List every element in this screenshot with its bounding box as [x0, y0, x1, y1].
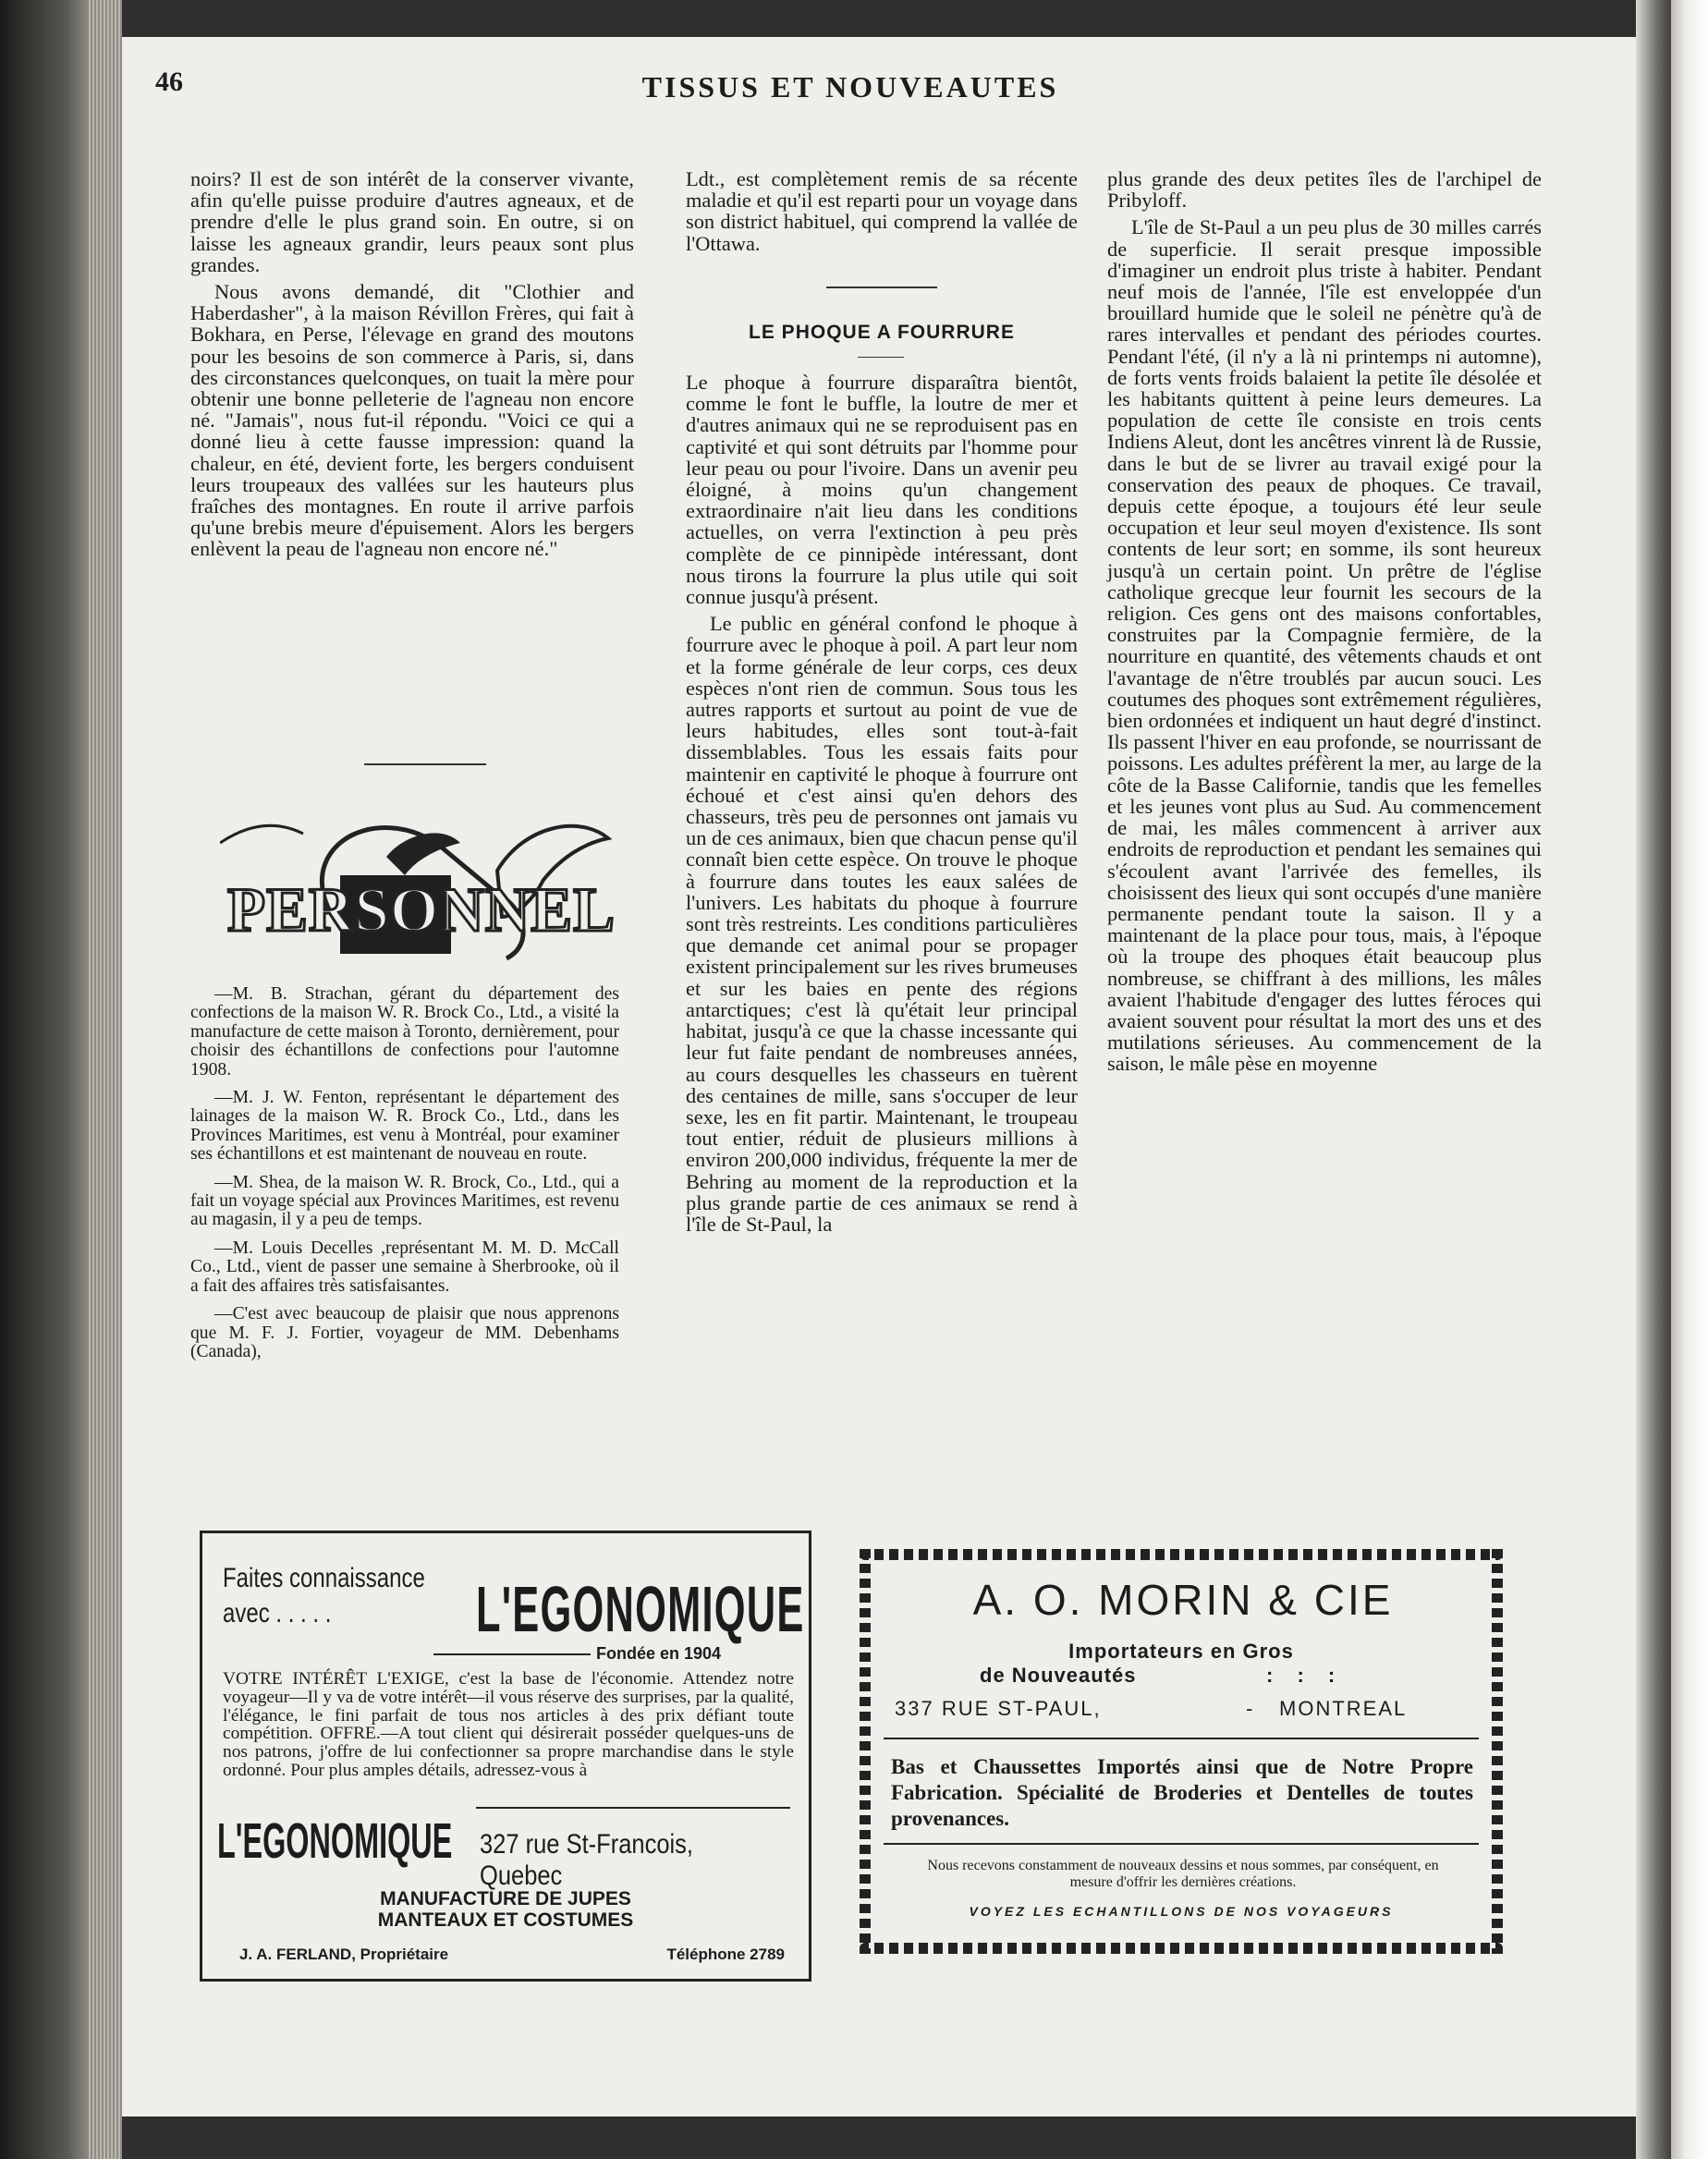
- ad-morin-subtitle-2: de Nouveautés: [980, 1664, 1137, 1687]
- ad-economique: [200, 1531, 811, 1982]
- col2-intro-paragraph: Ldt., est complètement remis de sa récente maladie et qu'il est reparti pour un voyage dans son district habituel, qui comprend la vallée de l'Ottawa.: [686, 167, 1078, 255]
- column-2-intro: [686, 168, 1078, 260]
- ad-morin-dash: -: [1246, 1697, 1253, 1720]
- chain-border-top: [860, 1549, 1503, 1560]
- ad-morin-small-text: Nous recevons constamment de nouveaux dessins et nous sommes, par conséquent, en mesure d'offrir les dernières créations.: [927, 1858, 1439, 1890]
- ad-morin-bold-text: Bas et Chaussettes Importés ainsi que de Notre Propre Fabrication. Spécialité de Broderies et Dentelles de toutes provenances.: [891, 1755, 1473, 1830]
- section-title: LE PHOQUE A FOURRURE: [749, 322, 1015, 343]
- proprietor: J. A. FERLAND, Propriétaire: [239, 1946, 449, 1963]
- col2-paragraph-2: Le public en général confond le phoque à fourrure avec le phoque à poil. A part leur nom et la forme générale de leur corps, ces deux espèces n'ont rien de commun. Sous tous les autres rapports et surtout au point de vue de leurs habitudes, elles sont tout-à-fait dissemblables. Tous les essais faits pour maintenir en captivité le phoque à fourrure ont échoué et c'est ainsi qu'en dehors des chasseurs, très peu de personnes ont jamais vu un de ces animaux, bien que chacun pense qu'il connaît bien cette espèce. On trouve le phoque à fourrure dans toutes les eaux salées de l'univers. Les habitats du phoque à fourrure sont très restreints. Les conditions particulières que demande cet animal pour se propager existent principalement sur les rives brumeuses et sur les baies en pente des régions antarctiques; c'est là qu'était leur principal habitat, jusqu'à ce que la chasse incessante qui leur fut faite pendant de nombreuses années, au cours desquelles les chasseurs en tuèrent des centaines de mille, sans s'occuper de leur sexe, les en fit partir. Maintenant, le troupeau tout entier, réduit de plusieurs millions à environ 200,000 individus, fréquente la mer de Behring au moment de la reproduction et la plus grande partie de ces animaux se rend à l'île de St-Paul, la: [686, 612, 1078, 1236]
- chain-border-left: [860, 1549, 871, 1954]
- personnel-note-4: —M. Louis Decelles ,représentant M. M. D. McCall Co., Ltd., vient de passer une semaine à Sherbrooke, où il a fait des affaires très satisfaisantes.: [190, 1238, 619, 1296]
- ad-morin-name: A. O. MORIN & CIE: [972, 1576, 1394, 1624]
- manufacture-line-2: MANTEAUX ET COSTUMES: [377, 1909, 634, 1931]
- personnel-note-3: —M. Shea, de la maison W. R. Brock, Co., Ltd., qui a fait un voyage spécial aux Provinces Maritimes, est revenu au magasin, il y a peu de temps.: [190, 1172, 619, 1230]
- col1-paragraph-2: Nous avons demandé, dit "Clothier and Haberdasher", à la maison Révillon Frères, qui fait à Bokhara, en Perse, l'élevage en grand des moutons pour les besoins de son commerce à Paris, si, dans des circonstances quelconques, on tuait la mère pour obtenir une bonne pelleterie de l'agneau non encore né. "Jamais", nous fut-il répondu. "Voici ce qui a donné lieu à cette fausse impression: quand la chaleur, en été, devient forte, les bergers conduisent leurs troupeaux des vallées sur les hauteurs plus fraîches des montagnes. En route il arrive parfois qu'une brebis meure d'épuisement. Alors les bergers enlèvent la peau de l'agneau non encore né.": [190, 280, 634, 561]
- column-2: [686, 372, 1078, 1240]
- col1-paragraph-1: noirs? Il est de son intérêt de la conserver vivante, afin qu'elle puisse produire d'autres agneaux, et de prendre d'elle le plus grand soin. En outre, si on laisse les agneaux grandir, leurs peaux sont plus grandes.: [190, 167, 634, 276]
- personnel-note-1: —M. B. Strachan, gérant du département des confections de la maison W. R. Brock Co., Ltd., a visité la manufacture de cette maison à Toronto, dernièrement, pour choisir des échantillons de confections pour l'automne 1908.: [190, 984, 619, 1080]
- running-head: TISSUS ET NOUVEAUTES: [641, 70, 1059, 104]
- address-rule: [476, 1807, 790, 1809]
- col2-paragraph-1: Le phoque à fourrure disparaîtra bientôt, comme le font le buffle, la loutre de mer et d'autres animaux qui ne se reproduisent pas en captivité et qui sont détruits par l'homme pour leur peau ou pour l'ivoire. Dans un avenir peu éloigné, à moins qu'un changement extraordinaire n'ait lieu dans les conditions actuelles, on verra l'extinction à peu près complète de ce pinnipède intéressant, dont nous tirons la fourrure la plus utile qui soit connue jusqu'à présent.: [686, 371, 1078, 609]
- column-3: [1107, 168, 1542, 1080]
- personnel-note-2: —M. J. W. Fenton, représentant le département des lainages de la maison W. R. Brock Co., Ltd., dans les Provinces Maritimes, est venu à Montréal, pour examiner ses échantillons et est maintenant de nouveau en route.: [190, 1088, 619, 1165]
- personnel-heading-ornament: [220, 806, 619, 972]
- ornament-branch: [220, 825, 303, 843]
- phone: Téléphone 2789: [666, 1946, 785, 1963]
- ad-economique-line2: avec . . . . .: [223, 1598, 332, 1628]
- founded-rule: [433, 1653, 591, 1655]
- personnel-notes: [190, 985, 619, 1371]
- ad-economique-body: VOTRE INTÉRÊT L'EXIGE, c'est la base de l'économie. Attendez notre voyageur—Il y va de votre intérêt—il vous réserve des surprises, par la qualité, l'élégance, le fini parfait de tous nos articles à des prix défiant toute compétition. OFFRE.—A tout client qui désirerait posséder quelques-uns de nos patrons, j'offre de lui confectionner sa propre marchandise dans le style ordonné. Pour plus amples détails, adressez-vous à: [223, 1669, 794, 1780]
- right-gutter-shadow: [1636, 0, 1673, 2159]
- ad-morin-city: MONTREAL: [1279, 1697, 1408, 1720]
- ad-morin-street: 337 RUE ST-PAUL,: [895, 1697, 1102, 1720]
- col3-paragraph-1: plus grande des deux petites îles de l'archipel de Pribyloff.: [1107, 167, 1542, 213]
- col3-paragraph-2: L'île de St-Paul a un peu plus de 30 milles carrés de superficie. Il serait presque impossible d'imaginer un endroit plus triste à habiter. Pendant neuf mois de l'année, l'île est enveloppée d'un brouillard humide que le soleil ne pénètre qu'à de rares intervalles et pendant des périodes courtes. Pendant l'été, (il n'y a là ni printemps ni automne), de forts vents froids balaient la petite île désolée et les habitants quittent à peine leurs demeures. La population de cette île consiste en trois cents Indiens Aleut, dont les ancêtres vinrent là de Russie, dans le but de se livrer au travail exigé pour la conservation des peaux de phoques. Ce travail, depuis cette époque, a toujours été leur seule occupation et leur seul moyen d'existence. Ils sont contents de leur sort; en somme, ils sont heureux jusqu'à un certain point. Un prêtre de l'église catholique grecque leur fournit les secours de la religion. Ces gens ont des maisons confortables, construites par la Compagnie fermière, de la nourriture en quantité, des vêtements chauds et ont l'avantage de n'être troublés par aucun souci. Les coutumes des phoques sont extrêmement régulières, bien ordonnées et indiquent un haut degré d'instinct. Ils passent l'hiver en eau profonde, se nourrissant de poissons. Les adultes préfèrent la mer, au large de la côte de la Basse Californie, tandis que les femelles et les jeunes vont plus au Sud. Au commencement de mai, les mâles commencent à arriver aux endroits de reproduction et pendant les semaines qui s'écoulent avant l'arrivée des femelles, ils choisissent des lieux qui sont occupés d'une manière permanente pendant toute la saison. Il y a maintenant de la place pour tous, mais, à l'époque où la troupe des phoques était beaucoup plus nombreuse, se chiffrant à des millions, les mâles avaient l'habitude d'engager des luttes féroces qui avaient souvent pour résultat la mort des uns et des mutilations sérieuses. Au commencement de la saison, le mâle pèse en moyenne: [1107, 215, 1542, 1076]
- founded-text: Fondée en 1904: [596, 1644, 722, 1663]
- ad-economique-founded: [433, 1644, 794, 1664]
- ad-economique-logo-2: L'EGONOMIQUE: [217, 1813, 453, 1869]
- personnel-title: PERSONNEL: [227, 874, 616, 945]
- column-1-divider: [364, 763, 486, 765]
- ad-morin-subtitle-1: Importateurs en Gros: [1068, 1640, 1294, 1663]
- next-page-edge: [1671, 0, 1708, 2159]
- column-2-divider: [826, 287, 937, 288]
- personnel-note-5: —C'est avec beaucoup de plaisir que nous apprenons que M. F. J. Fortier, voyageur de MM. Debenhams (Canada),: [190, 1304, 619, 1361]
- ad-economique-address: 327 rue St-Francois, Quebec: [480, 1829, 694, 1891]
- column-1: [190, 168, 634, 566]
- section-title-underline: [858, 357, 904, 358]
- manufacture-line-1: MANUFACTURE DE JUPES: [380, 1888, 631, 1909]
- chain-border-bottom: [860, 1943, 1503, 1954]
- ad-morin-rule-1: [884, 1738, 1479, 1739]
- ad-economique-line1: Faites connaissance: [223, 1563, 425, 1593]
- ad-economique-footer: [239, 1946, 785, 1964]
- ad-economique-manufacture: [202, 1888, 809, 1931]
- chain-border-right: [1492, 1549, 1503, 1954]
- ad-morin-rule-2: [884, 1843, 1479, 1845]
- ad-morin-colons: : : :: [1266, 1664, 1345, 1687]
- ad-economique-logo: L'EGONOMIQUE: [476, 1573, 805, 1645]
- book-binding: [0, 0, 89, 2159]
- page-number: 46: [155, 67, 183, 97]
- ad-morin-voyez: VOYEZ LES ECHANTILLONS DE NOS VOYAGEURS: [969, 1904, 1394, 1919]
- page-edges-left: [89, 0, 122, 2159]
- ad-morin: [860, 1549, 1503, 1954]
